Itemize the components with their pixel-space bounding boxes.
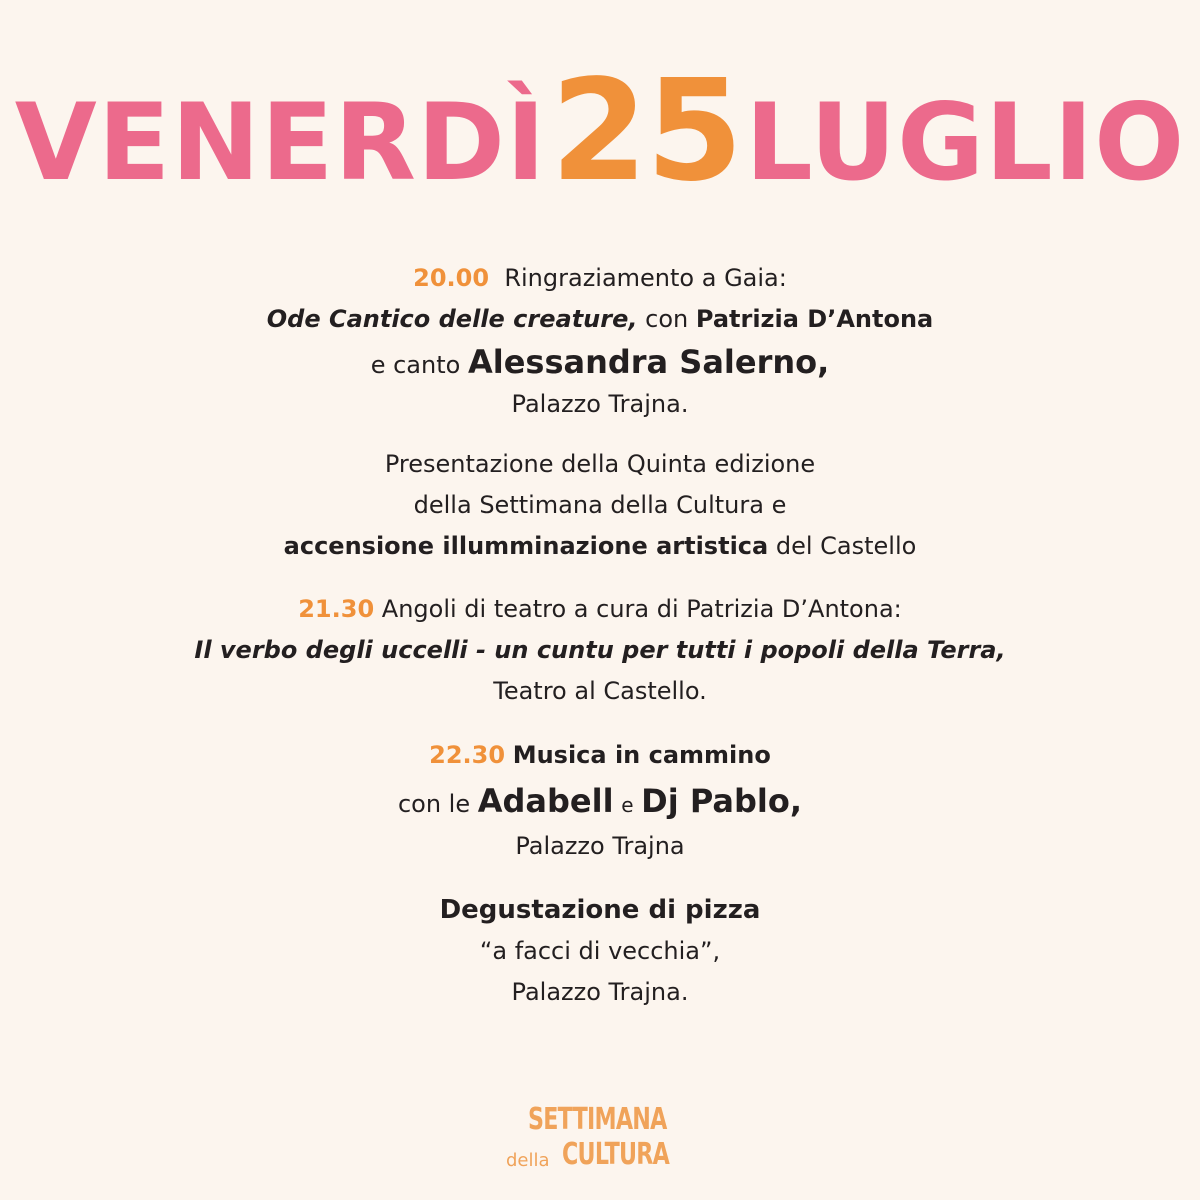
event-musica <box>0 735 1200 867</box>
event-title-line <box>0 258 1200 299</box>
performer-name: Patrizia D’Antona <box>695 305 934 333</box>
event-time: 21.30 <box>298 595 375 623</box>
event-title: Ringraziamento a Gaia: <box>504 264 787 292</box>
month: LUGLIO <box>745 81 1186 204</box>
with-text: con <box>645 305 689 333</box>
event-title-line <box>0 589 1200 630</box>
event-title: Musica in cammino <box>512 741 771 769</box>
event-venue: Palazzo Trajna. <box>511 390 689 418</box>
event-work-line <box>0 630 1200 671</box>
event-teatro <box>0 589 1200 712</box>
event-time: 20.00 <box>413 264 490 292</box>
event-venue: Teatro al Castello. <box>493 677 707 705</box>
artist-name: Adabell <box>477 782 614 820</box>
tasting-title: Degustazione di pizza <box>439 895 761 925</box>
event-artists-line <box>0 776 1200 826</box>
work-title: Ode Cantico delle creature, <box>266 305 638 333</box>
presentation-block <box>0 444 1200 567</box>
logo-line-della: della <box>506 1150 550 1171</box>
logo-line-cultura: CULTURA <box>562 1137 670 1172</box>
date-heading <box>0 50 1200 213</box>
tasting-quote: “a facci di vecchia”, <box>479 937 721 965</box>
event-time: 22.30 <box>429 741 506 769</box>
and-text: e <box>621 793 634 817</box>
event-title-line <box>0 735 1200 776</box>
with-text: con le <box>397 790 471 818</box>
event-singer-line <box>0 340 1200 384</box>
event-title: Angoli di teatro a cura di Patrizia D’Antona: <box>381 595 902 623</box>
presentation-line-3 <box>0 526 1200 567</box>
work-title: Il verbo degli uccelli - un cuntu per tutti i popoli della Terra, <box>194 636 1006 664</box>
day-number: 25 <box>550 50 742 213</box>
song-text: e canto <box>370 351 461 379</box>
event-ringraziamento <box>0 258 1200 425</box>
event-venue: Palazzo Trajna <box>515 832 685 860</box>
artist-name: Dj Pablo, <box>641 782 803 820</box>
presentation-line-1: Presentazione della Quinta edizione <box>384 450 816 478</box>
event-work-line <box>0 299 1200 340</box>
presentation-line-2: della Settimana della Cultura e <box>413 491 787 519</box>
illumination-highlight: accensione illumminazione artistica <box>283 532 769 560</box>
castle-text: del Castello <box>775 532 917 560</box>
logo-line-settimana: SETTIMANA <box>528 1102 667 1137</box>
tasting-venue: Palazzo Trajna. <box>511 978 689 1006</box>
weekday: VENERDÌ <box>14 81 547 204</box>
tasting-block <box>0 890 1200 1013</box>
singer-name: Alessandra Salerno, <box>467 343 830 381</box>
settimana-cultura-logo <box>506 1104 696 1176</box>
